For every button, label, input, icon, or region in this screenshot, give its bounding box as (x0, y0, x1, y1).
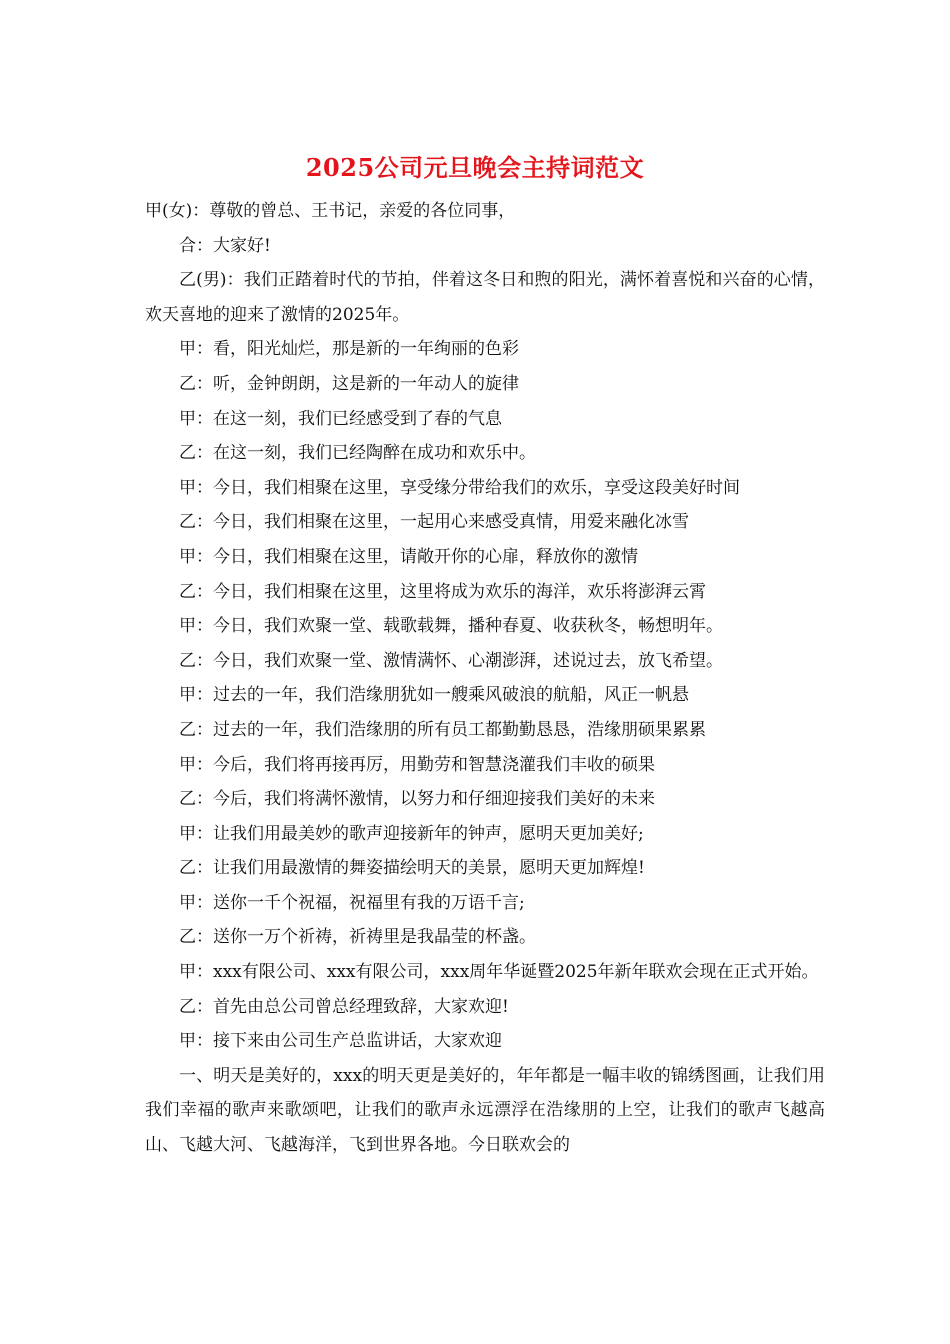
paragraph: 甲：今后，我们将再接再厉，用勤劳和智慧浇灌我们丰收的硕果 (179, 754, 655, 775)
paragraph: 甲：看，阳光灿烂，那是新的一年绚丽的色彩 (179, 339, 519, 360)
document-body (145, 194, 825, 1163)
paragraph: 甲：今日，我们相聚在这里，请敞开你的心扉，释放你的激情 (179, 546, 638, 567)
paragraph: 甲：过去的一年，我们浩缘朋犹如一艘乘风破浪的航船，风正一帆悬 (179, 685, 689, 706)
paragraph: 甲：xxx有限公司、xxx有限公司，xxx周年华诞暨2025年新年联欢会现在正式开始。 (179, 962, 819, 983)
paragraph: 乙：送你一万个祈祷，祈祷里是我晶莹的杯盏。 (179, 927, 536, 948)
paragraph: 乙：在这一刻，我们已经陶醉在成功和欢乐中。 (179, 443, 536, 464)
paragraph: 乙(男)：我们正踏着时代的节拍，伴着这冬日和煦的阳光，满怀着喜悦和兴奋的心情，欢天喜地的迎来了激情的2025年。 (145, 270, 825, 325)
paragraph: 合：大家好! (179, 235, 271, 256)
paragraph: 甲：在这一刻，我们已经感受到了春的气息 (179, 408, 502, 429)
paragraph: 乙：今日，我们欢聚一堂、激情满怀、心潮澎湃，述说过去，放飞希望。 (179, 650, 723, 671)
paragraph: 甲：让我们用最美妙的歌声迎接新年的钟声，愿明天更加美好; (179, 823, 644, 844)
paragraph: 甲：今日，我们欢聚一堂、载歌载舞，播种春夏、收获秋冬，畅想明年。 (179, 616, 723, 637)
paragraph: 乙：让我们用最激情的舞姿描绘明天的美景，愿明天更加辉煌! (179, 858, 645, 879)
paragraph: 甲：今日，我们相聚在这里，享受缘分带给我们的欢乐，享受这段美好时间 (179, 477, 740, 498)
paragraph: 甲：接下来由公司生产总监讲话，大家欢迎 (179, 1031, 502, 1052)
paragraph: 乙：今日，我们相聚在这里，一起用心来感受真情，用爱来融化冰雪 (179, 512, 689, 533)
paragraph: 甲(女)：尊敬的曾总、王书记，亲爱的各位同事， (145, 201, 516, 221)
paragraph: 乙：首先由总公司曾总经理致辞，大家欢迎! (179, 996, 509, 1017)
paragraph: 一、明天是美好的，xxx的明天更是美好的，年年都是一幅丰收的锦绣图画，让我们用我们幸福的歌声来歌颂吧，让我们的歌声永远漂浮在浩缘朋的上空，让我们的歌声飞越高山、飞越大河、飞越海洋，飞到世界各地。今日联欢会的 (145, 1065, 825, 1156)
paragraph: 乙：听，金钟朗朗，这是新的一年动人的旋律 (179, 373, 519, 394)
paragraph: 乙：过去的一年，我们浩缘朋的所有员工都勤勤恳恳，浩缘朋硕果累累 (179, 719, 706, 740)
paragraph: 甲：送你一千个祝福，祝福里有我的万语千言; (179, 892, 525, 913)
paragraph: 乙：今日，我们相聚在这里，这里将成为欢乐的海洋，欢乐将澎湃云霄 (179, 581, 706, 602)
paragraph: 乙：今后，我们将满怀激情，以努力和仔细迎接我们美好的未来 (179, 789, 655, 810)
document-title: 2025公司元旦晚会主持词范文 (305, 153, 645, 182)
